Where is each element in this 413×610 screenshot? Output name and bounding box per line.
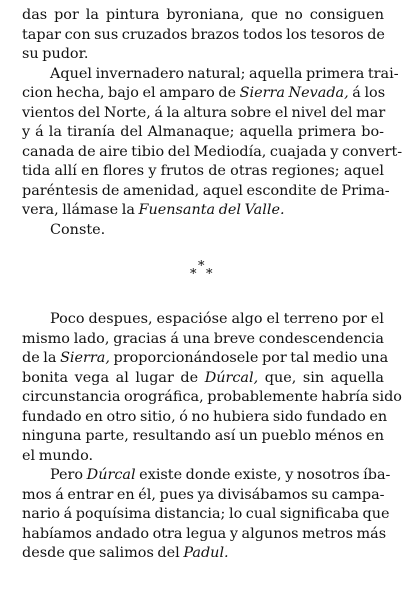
text-line: [22, 221, 384, 241]
page: [22, 6, 403, 564]
text-run: vera, llámase la: [22, 202, 139, 218]
text-run: circunstancia orográfica, probablemente habría sido: [22, 389, 402, 405]
text-run: canada de aire tibio del Mediodía, cuajada y convert-: [22, 143, 403, 160]
text-run: existe donde existe, y nosotros íba-: [135, 467, 391, 483]
text-line: [22, 349, 389, 369]
text-line: [22, 6, 384, 26]
text-run: fundado en otro sitio, ó no hubiera sido fundado en: [22, 408, 388, 425]
text-run: tida allí en flores y frutos de otras regiones; aquel: [22, 163, 384, 179]
text-line: [22, 505, 390, 525]
text-line: [22, 525, 387, 545]
paragraph: [22, 310, 402, 466]
text-line: [22, 45, 384, 65]
text-line: [22, 26, 384, 46]
text-run: proporcionándosele por tal medio una: [109, 350, 389, 366]
text-line: [22, 369, 384, 389]
text-run: mismo lado, gracias á una breve condescendencia: [22, 330, 384, 347]
italic-run: Fuensanta del Valle.: [138, 202, 285, 218]
text-line: [22, 544, 384, 564]
paragraph: [22, 221, 384, 241]
text-after-separator: [22, 310, 402, 564]
paragraph: [22, 65, 403, 221]
text-line: [22, 447, 384, 467]
italic-run: Sierra Nevada,: [239, 85, 349, 101]
text-run: das por la pintura byroniana, que no consiguen: [22, 7, 384, 23]
separator-star-top: *: [198, 259, 205, 274]
text-run: nario á poquísima distancia; lo cual significaba que: [22, 506, 390, 522]
text-line: [22, 466, 391, 486]
separator-star-right: *: [206, 267, 213, 282]
text-run: mos á entrar en él, pues ya divisábamos su campa-: [22, 486, 385, 503]
text-run: que, sin aquella: [258, 369, 384, 386]
section-separator: [22, 252, 384, 296]
text-run: habíamos andado otra legua y algunos metros más: [22, 525, 387, 542]
text-run: Poco despues, espacióse algo el terreno por el: [50, 311, 384, 327]
paragraph: [22, 6, 384, 65]
text-run: el mundo.: [22, 447, 94, 464]
text-run: Aquel invernadero natural; aquella primera trai-: [50, 65, 399, 82]
text-run: ninguna parte, resultando así un pueblo ménos en: [22, 428, 384, 444]
italic-run: Sierra,: [60, 350, 110, 366]
italic-run: Dúrcal: [86, 467, 136, 483]
separator-star-left: *: [190, 267, 197, 282]
text-line: [22, 143, 403, 163]
text-run: Conste.: [50, 221, 106, 238]
text-line: [22, 123, 384, 143]
text-run: su pudor.: [22, 46, 89, 62]
text-line: [22, 65, 399, 85]
text-line: [22, 182, 390, 202]
text-line: [22, 330, 384, 350]
text-run: de la: [22, 350, 61, 366]
text-line: [22, 162, 384, 182]
paragraph: [22, 466, 391, 564]
text-line: [22, 486, 384, 506]
text-line: [22, 84, 384, 104]
text-run: y á la tiranía del Almanaque; aquella primera bo-: [22, 124, 384, 140]
text-line: [22, 104, 384, 124]
text-run: vientos del Norte, á la altura sobre el nivel del mar: [22, 104, 386, 121]
text-line: [22, 310, 384, 330]
text-line: [22, 408, 388, 428]
text-before-separator: [22, 6, 403, 240]
text-run: bonita vega al lugar de: [22, 369, 205, 386]
text-run: Pero: [50, 467, 87, 483]
text-line: [22, 427, 384, 447]
text-line: [22, 388, 402, 408]
italic-run: Dúrcal,: [204, 369, 259, 386]
text-run: cion hecha, bajo el amparo de: [22, 85, 240, 101]
text-line: [22, 201, 384, 221]
italic-run: Padul.: [183, 545, 229, 561]
text-run: tapar con sus cruzados brazos todos los tesoros de: [22, 26, 385, 43]
text-run: paréntesis de amenidad, aquel escondite de Prima-: [22, 182, 390, 199]
text-run: á los: [348, 85, 386, 101]
text-run: desde que salimos del: [22, 545, 184, 561]
